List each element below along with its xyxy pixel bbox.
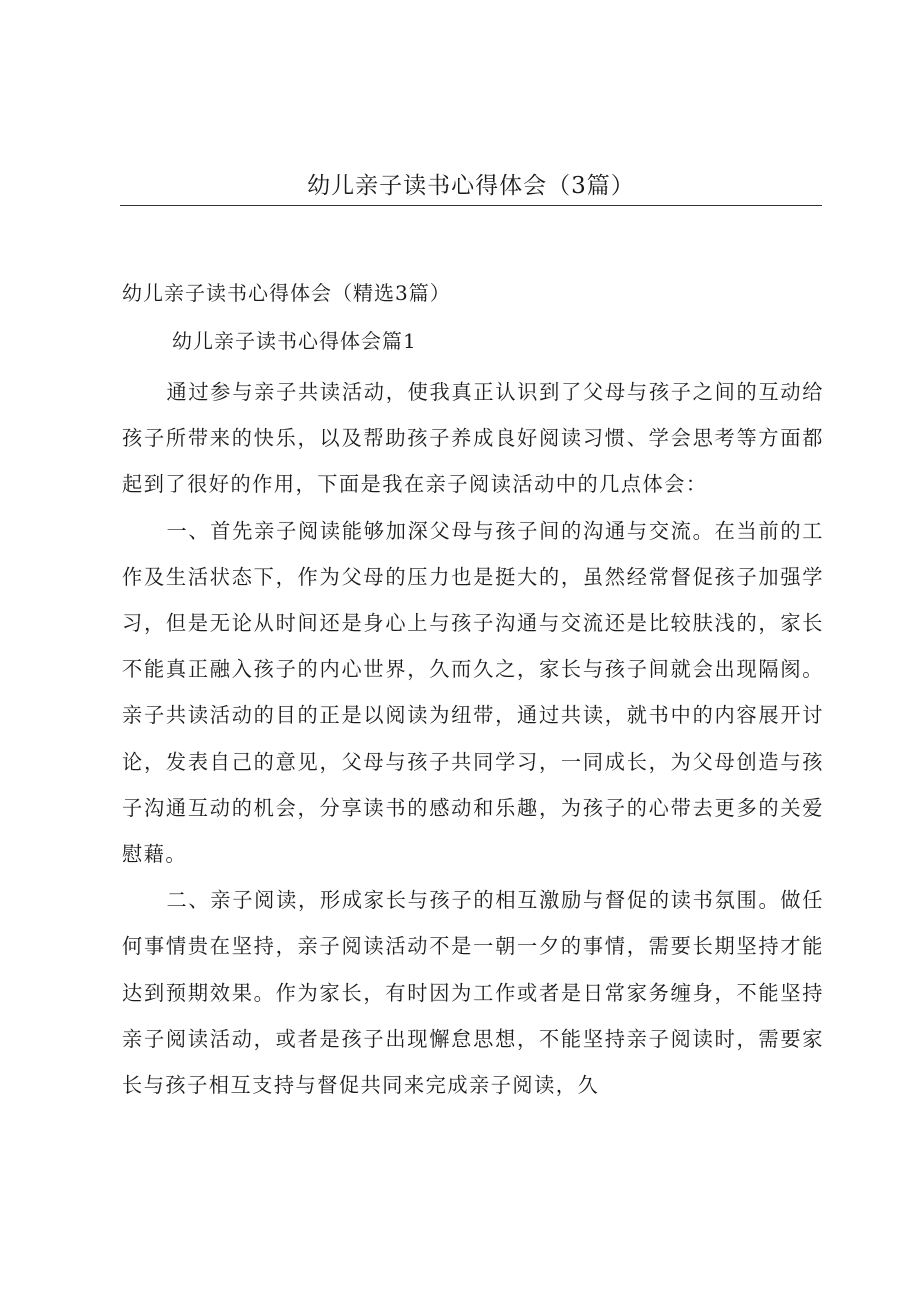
body-text	[122, 369, 824, 1108]
paragraph-intro: 通过参与亲子共读活动，使我真正认识到了父母与孩子之间的互动给孩子所带来的快乐，以及帮助孩子养成良好阅读习惯、学会思考等方面都起到了很好的作用，下面是我在亲子阅读活动中的几点体会：	[122, 380, 824, 497]
title-underline	[120, 205, 822, 206]
paragraph-point-two: 二、亲子阅读，形成家长与孩子的相互激励与督促的读书氛围。做任何事情贵在坚持，亲子阅读活动不是一朝一夕的事情，需要长期坚持才能达到预期效果。作为家长，有时因为工作或者是日常家务缠身，不能坚持亲子阅读活动，或者是孩子出现懈怠思想，不能坚持亲子阅读时，需要家长与孩子相互支持与督促共同来完成亲子阅读，久	[122, 888, 824, 1098]
paragraph-point-one: 一、首先亲子阅读能够加深父母与孩子间的沟通与交流。在当前的工作及生活状态下，作为父母的压力也是挺大的，虽然经常督促孩子加强学习，但是无论从时间还是身心上与孩子沟通与交流还是比较肤浅的，家长不能真正融入孩子的内心世界，久而久之，家长与孩子间就会出现隔阂。亲子共读活动的目的正是以阅读为纽带，通过共读，就书中的内容展开讨论，发表自己的意见，父母与孩子共同学习，一同成长，为父母创造与孩子沟通互动的机会，分享读书的感动和乐趣，为孩子的心带去更多的关爱慰藉。	[122, 518, 824, 867]
section-heading: 幼儿亲子读书心得体会篇1	[172, 329, 417, 353]
document-title: 幼儿亲子读书心得体会（3篇）	[307, 173, 635, 199]
document-subtitle: 幼儿亲子读书心得体会（精选3篇）	[122, 281, 451, 305]
